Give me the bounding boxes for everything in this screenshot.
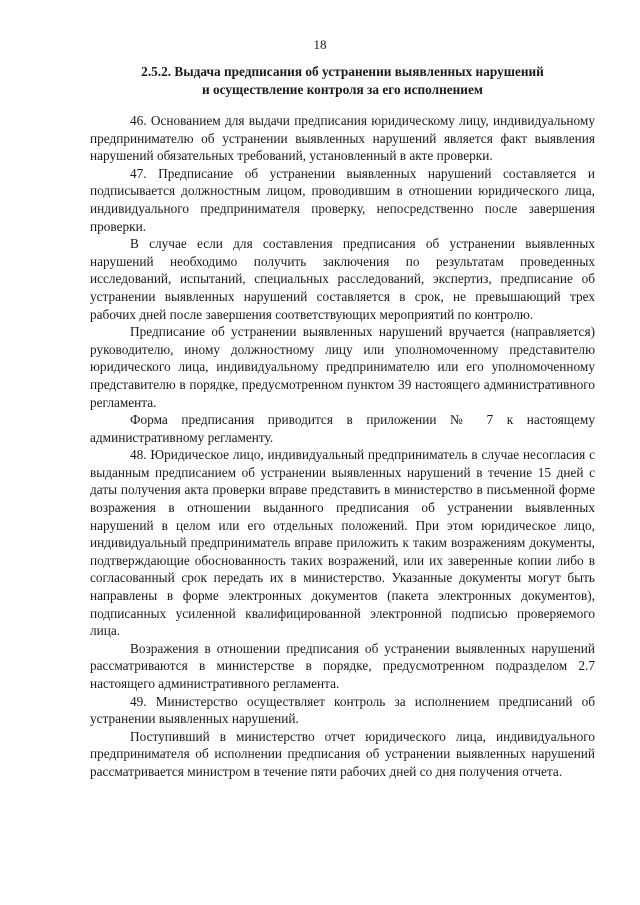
paragraph-47-delivery: Предписание об устранении выявленных нарушений вручается (направляется) руководителю, иному должностному лицу или уполномоченному представителю юридического лица, индивидуальному предпринимателю или его уполномоченному представителю в порядке, предусмотренном пунктом 39 настоящего административного регламента.	[90, 324, 595, 410]
paragraph-47-form: Форма предписания приводится в приложении № 7 к настоящему административному регламенту.	[90, 412, 595, 445]
paragraph-49-report: Поступивший в министерство отчет юридического лица, индивидуального предпринимателя об исполнении предписания об устранении выявленных нарушений рассматривается министром в течение пяти рабочих дней со дня получения отчета.	[90, 728, 595, 779]
section-heading-line-1: 2.5.2. Выдача предписания об устранении выявленных нарушений	[141, 64, 544, 79]
section-heading-line-2: и осуществление контроля за его исполнением	[202, 81, 483, 97]
paragraph-48-objections: Возражения в отношении предписания об устранении выявленных нарушений рассматриваются в министерстве в порядке, предусмотренном подразделом 2.7 настоящего административного регламента.	[90, 640, 595, 691]
paragraph-46: 46. Основанием для выдачи предписания юридическому лицу, индивидуальному предпринимателю об устранении выявленных нарушений является факт выявления нарушений обязательных требований, установленный в акте проверки.	[90, 113, 595, 164]
section-heading	[90, 63, 595, 98]
body-text	[90, 112, 595, 781]
page-number: 18	[313, 37, 327, 52]
paragraph-47: 47. Предписание об устранении выявленных нарушений составляется и подписывается должностным лицом, проводившим в отношении юридического лица, индивидуального предпринимателя проверку, непосредственно после завершения проверки.	[90, 165, 595, 234]
paragraph-48: 48. Юридическое лицо, индивидуальный предприниматель в случае несогласия с выданным предписанием об устранении выявленных нарушений в течение 15 дней с даты получения акта проверки вправе представить в министерство в письменной форме возражения в отношении выданного предписания об устранении выявленных нарушений в целом или его отдельных положений. При этом юридическое лицо, индивидуальный предприниматель вправе приложить к таким возражениям документы, подтверждающие обоснованность таких возражений, или их заверенные копии либо в согласованный срок передать их в министерство. Указанные документы могут быть направлены в форме электронных документов (пакета электронных документов), подписанных усиленной квалифицированной электронной подписью проверяемого лица.	[90, 447, 595, 639]
paragraph-47-conclusions: В случае если для составления предписания об устранении выявленных нарушений необходимо получить заключения по результатам проведенных исследований, испытаний, специальных расследований, экспертиз, предписание об устранении выявленных нарушений составляется в срок, не превышающий трех рабочих дней после завершения соответствующих мероприятий по контролю.	[90, 236, 595, 322]
paragraph-49: 49. Министерство осуществляет контроль за исполнением предписаний об устранении выявленных нарушений.	[90, 693, 595, 727]
